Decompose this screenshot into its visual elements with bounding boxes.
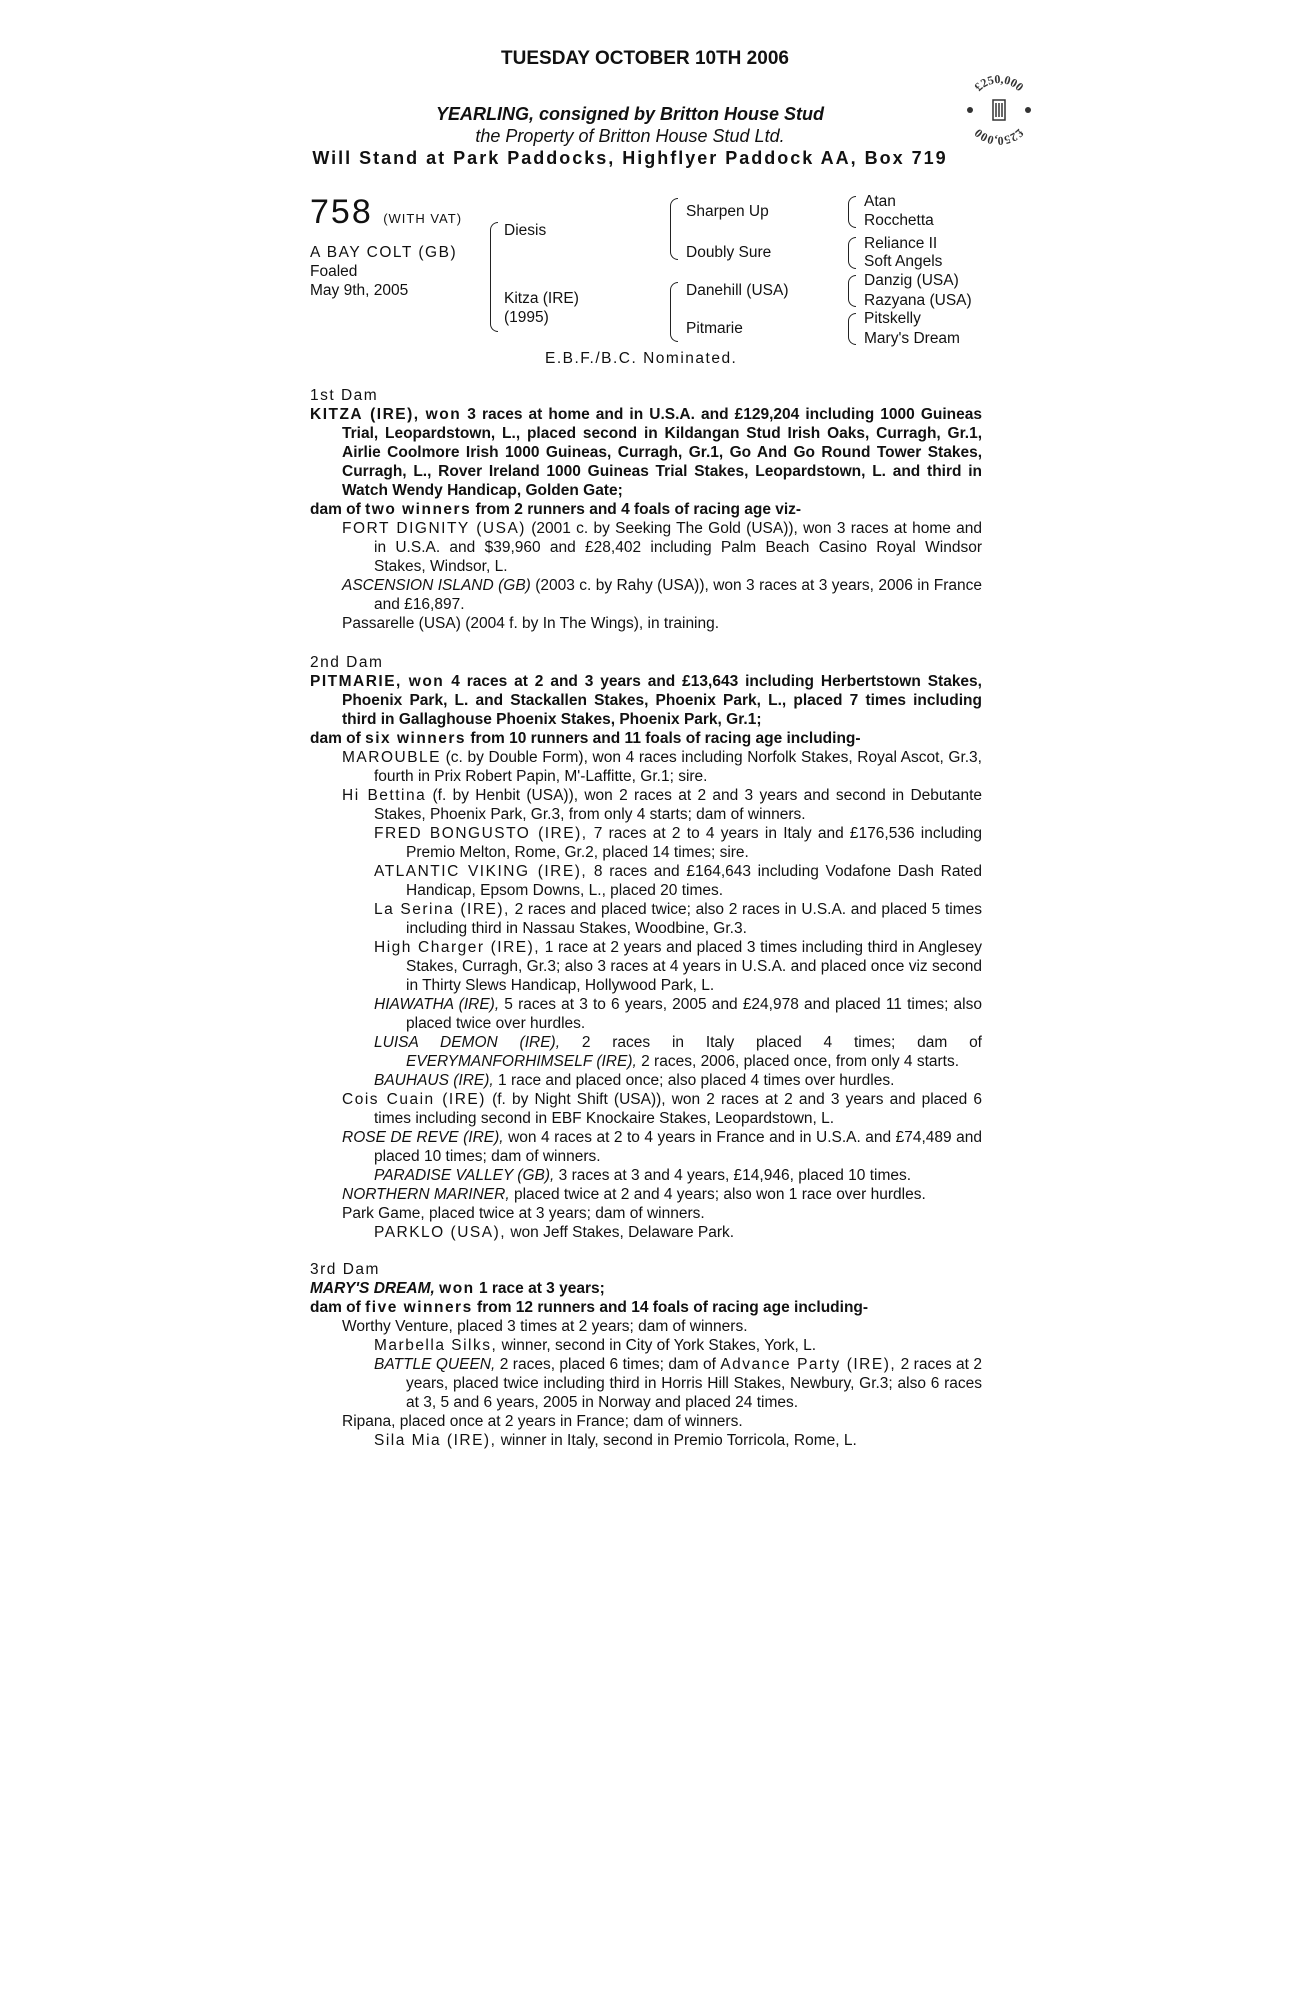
third-dam-heading: 3rd Dam (310, 1261, 380, 1278)
property-line: the Property of Britton House Stud Ltd. (475, 126, 785, 146)
sale-date: TUESDAY OCTOBER 10TH 2006 (501, 48, 789, 69)
first-dam-section: 1st Dam KITZA (IRE), won 3 races at home and in U.S.A. and £129,204 including 1000 Guineas Trial, Leopardstown, L., placed second in Kildangan Stud Irish Oaks, Curragh, Gr.1, Airlie Coolmore Irish 1000 Guineas, Curragh, Gr.1, Go And Go Round Tower Stakes, Curragh, L., Rover Ireland 1000 Guineas Trial Stakes, Leopardstown, L. and third in Watch Wendy Handicap, Golden Gate; dam of two winners from 2 runners and 4 foals of racing age viz- FORT DIGNITY (USA) (2001 c. by Seeking The Gold (USA)), won 3 races at home and in U.S.A. and $39,960 and £28,402 including Palm Beach Casino Royal Windsor Stakes, Windsor, L. ASCENSION ISLAND (GB) (2003 c. by Rahy (USA)), won 3 races at 3 years, 2006 in France and £16,897. Passarelle (USA) (2004 f. by In The Wings), in training. (310, 387, 983, 632)
list-item: BAUHAUS (IRE), 1 race and placed once; also placed 4 times over hurdles. (374, 1072, 895, 1089)
pedigree-brace-2 (848, 237, 856, 269)
stand-line: Will Stand at Park Paddocks, Highflyer Paddock AA, Box 719 (312, 148, 948, 168)
lot-name: A BAY COLT (GB) (310, 244, 458, 261)
list-item: PARKLO (USA), won Jeff Stakes, Delaware Park. (374, 1224, 735, 1241)
list-item: Marbella Silks, winner, second in City of York Stakes, York, L. (374, 1337, 817, 1354)
pedigree-brace-main (490, 222, 498, 332)
list-item: ATLANTIC VIKING (IRE), 8 races and £164,643 including Vodafone Dash Rated Handicap, Epsom Downs, L., placed 20 times. (374, 863, 982, 899)
pedigree-sss: Atan (864, 193, 896, 210)
pedigree-sd: Doubly Sure (686, 244, 772, 261)
pedigree-ddd: Mary's Dream (864, 330, 960, 347)
second-dam-section: 2nd Dam PITMARIE, won 4 races at 2 and 3 years and £13,643 including Herbertstown Stakes, Phoenix Park, L. and Stackallen Stakes, Phoenix Park, L., placed 7 times including third in Gallaghouse Phoenix Stakes, Phoenix Park, Gr.1; dam of six winners from 10 runners and 11 foals of racing age including- MAROUBLE (c. by Double Form), won 4 races including Norfolk Stakes, Royal Ascot, Gr.3, fourth in Prix Robert Papin, M'-Laffitte, Gr.1; sire. Hi Bettina (f. by Henbit (USA)), won 2 races at 2 and 3 years and second in Debutante Stakes, Phoenix Park, Gr.3, from only 4 starts; dam of winners. FRED BONGUSTO (IRE), 7 races at 2 to 4 years in Italy and £176,536 including Premio Melton, Rome, Gr.2, placed 14 times; sire. ATLANTIC VIKING (IRE), 8 races and £164,643 including Vodafone Dash Rated Handicap, Epsom Downs, L., placed 20 times. La Serina (IRE), 2 races and placed twice; also 2 races in U.S.A. and placed 5 times including third in Nassau Stakes, Woodbine, Gr.3. High Charger (IRE), 1 race at 2 years and placed 3 times including third in Anglesey Stakes, Curragh, Gr.3; also 3 races at 4 years in U.S.A. and placed once viz second in Thirty Slews Handicap, Hollywood Park, L. HIAWATHA (IRE), 5 races at 3 to 6 years, 2005 and £24,978 and placed 11 times; also placed twice over hurdles. LUISA DEMON (IRE), 2 races in Italy placed 4 times; dam of EVERYMANFORHIMSELF (IRE), 2 races, 2006, placed once, from only 4 starts. BAUHAUS (IRE), 1 race and placed once; also placed 4 times over hurdles. Cois Cuain (IRE) (f. by Night Shift (USA)), won 2 races at 2 and 3 years and placed 6 times including second in EBF Knockaire Stakes, Leopardstown, L. ROSE DE REVE (IRE), won 4 races at 2 to 4 years in France and in U.S.A. and £74,489 and placed 10 times; dam of winners. PARADISE VALLEY (GB), 3 races at 3 and 4 years, £14,946, placed 10 times. NORTHERN MARINER, placed twice at 2 and 4 years; also won 1 race over hurdles. Park Game, placed twice at 3 years; dam of winners. PARKLO (USA), won Jeff Stakes, Delaware Park. (310, 654, 983, 1241)
pedigree-brace-3 (848, 275, 856, 307)
pedigree-dam-year: (1995) (504, 309, 549, 326)
second-dam-winners: six winners (365, 730, 467, 747)
first-dam-winners: two winners (365, 501, 472, 518)
second-dam-heading: 2nd Dam (310, 654, 384, 671)
first-dam-heading: 1st Dam (310, 387, 379, 404)
pedigree-dss: Danzig (USA) (864, 272, 959, 289)
pedigree-dd: Pitmarie (686, 320, 743, 337)
svg-text:£250,000 (972, 72, 1027, 94)
second-dam-name: PITMARIE, (310, 673, 402, 690)
pedigree-ss: Sharpen Up (686, 203, 769, 220)
list-item: Passarelle (USA) (2004 f. by In The Wings), in training. (342, 615, 720, 632)
pedigree-brace-dam (670, 282, 678, 342)
seal-text-bottom: £250,000 (971, 125, 1027, 148)
list-item: MAROUBLE (c. by Double Form), won 4 races including Norfolk Stakes, Royal Ascot, Gr.3, fourth in Prix Robert Papin, M'-Laffitte, Gr.1; sire. (342, 749, 982, 785)
list-item: HIAWATHA (IRE), 5 races at 3 to 6 years, 2005 and £24,978 and placed 11 times; also placed twice over hurdles. (374, 996, 982, 1032)
third-dam-winners: five winners (365, 1299, 473, 1316)
list-item: FRED BONGUSTO (IRE), 7 races at 2 to 4 years in Italy and £176,536 including Premio Melton, Rome, Gr.2, placed 14 times; sire. (374, 825, 982, 861)
list-item: Ripana, placed once at 2 years in France; dam of winners. (342, 1413, 743, 1430)
list-item: ROSE DE REVE (IRE), won 4 races at 2 to 4 years in France and in U.S.A. and £74,489 and placed 10 times; dam of winners. (342, 1129, 982, 1165)
pedigree-dsd: Razyana (USA) (864, 292, 972, 309)
pedigree-sire: Diesis (504, 222, 547, 239)
seal-text-top: £250,000 (971, 71, 1027, 95)
third-dam-name: MARY'S DREAM, (310, 1280, 435, 1297)
lot-number: 758 (310, 193, 373, 231)
pedigree-ssd: Rocchetta (864, 212, 934, 229)
foaled-label: Foaled (310, 263, 358, 280)
pedigree-sds: Reliance II (864, 235, 938, 252)
list-item: NORTHERN MARINER, placed twice at 2 and 4 years; also won 1 race over hurdles. (342, 1186, 926, 1203)
list-item: FORT DIGNITY (USA) (2001 c. by Seeking The Gold (USA)), won 3 races at home and in U.S.A. and $39,960 and £28,402 including Palm Beach Casino Royal Windsor Stakes, Windsor, L. (342, 520, 983, 575)
pedigree-ds: Danehill (USA) (686, 282, 789, 299)
list-item: PARADISE VALLEY (GB), 3 races at 3 and 4 years, £14,946, placed 10 times. (374, 1167, 912, 1184)
third-dam-record: 1 race at 3 years; (478, 1280, 605, 1297)
pedigree-brace-sire (670, 198, 678, 260)
second-dam-record: 4 races at 2 and 3 years and £13,643 including Herbertstown Stakes, Phoenix Park, L. and Stackallen Stakes, Phoenix Park, L., placed 7 times including third in Gallaghouse Phoenix Stakes, Phoenix Park, Gr.1; (342, 673, 982, 728)
list-item: ASCENSION ISLAND (GB) (2003 c. by Rahy (USA)), won 3 races at 3 years, 2006 in France and £16,897. (342, 577, 982, 613)
price-seal (960, 70, 1038, 148)
list-item: Cois Cuain (IRE) (f. by Night Shift (USA)), won 2 races at 2 and 3 years and placed 6 times including second in EBF Knockaire Stakes, Leopardstown, L. (342, 1091, 983, 1127)
first-dam-name: KITZA (IRE), (310, 406, 420, 423)
list-item: High Charger (IRE), 1 race at 2 years and placed 3 times including third in Anglesey Stakes, Curragh, Gr.3; also 3 races at 4 years in U.S.A. and placed once viz second in Thirty Slews Handicap, Hollywood Park, L. (374, 939, 982, 994)
nomination: E.B.F./B.C. Nominated. (545, 350, 738, 367)
first-dam-record: 3 races at home and in U.S.A. and £129,204 including 1000 Guineas Trial, Leopardstown, L., placed second in Kildangan Stud Irish Oaks, Curragh, Gr.1, Airlie Coolmore Irish 1000 Guineas, Curragh, Gr.1, Go And Go Round Tower Stakes, Curragh, L., Rover Ireland 1000 Guineas Trial Stakes, Leopardstown, L. and third in Watch Wendy Handicap, Golden Gate; (342, 406, 982, 499)
list-item: Hi Bettina (f. by Henbit (USA)), won 2 races at 2 and 3 years and second in Debutante Stakes, Phoenix Park, Gr.3, from only 4 starts; dam of winners. (342, 787, 983, 823)
list-item: EVERYMANFORHIMSELF (IRE), 2 races, 2006, placed once, from only 4 starts. (406, 1053, 960, 1070)
pedigree-brace-4 (848, 313, 856, 345)
list-item: Worthy Venture, placed 3 times at 2 years; dam of winners. (342, 1318, 748, 1335)
list-item: La Serina (IRE), 2 races and placed twice; also 2 races in U.S.A. and placed 5 times including third in Nassau Stakes, Woodbine, Gr.3. (374, 901, 982, 937)
pedigree-dds: Pitskelly (864, 310, 921, 327)
pedigree-dam: Kitza (IRE) (504, 290, 579, 307)
list-item: LUISA DEMON (IRE), 2 races in Italy placed 4 times; dam of (374, 1034, 982, 1051)
consignor-title: YEARLING, consigned by Britton House Stud (435, 104, 824, 124)
pedigree-brace-1 (848, 196, 856, 228)
third-dam-section: 3rd Dam MARY'S DREAM, won 1 race at 3 years; dam of five winners from 12 runners and 14 foals of racing age including- Worthy Venture, placed 3 times at 2 years; dam of winners. Marbella Silks, winner, second in City of York Stakes, York, L. BATTLE QUEEN, 2 races, placed 6 times; dam of Advance Party (IRE), 2 races at 2 years, placed twice including third in Horris Hill Stakes, Newbury, Gr.3; also 6 races at 3, 5 and 6 years, 2005 in Norway and placed 24 times. Ripana, placed once at 2 years in France; dam of winners. Sila Mia (IRE), winner in Italy, second in Premio Torricola, Rome, L. (310, 1261, 982, 1449)
list-item: Sila Mia (IRE), winner in Italy, second in Premio Torricola, Rome, L. (374, 1432, 857, 1449)
foaled-date: May 9th, 2005 (310, 282, 409, 299)
list-item: Park Game, placed twice at 3 years; dam of winners. (342, 1205, 705, 1222)
svg-text:£250,000 (972, 126, 1027, 148)
pedigree-sdd: Soft Angels (864, 253, 943, 270)
vat-note: (WITH VAT) (383, 211, 463, 226)
lot-number-block (310, 193, 462, 232)
list-item: BATTLE QUEEN, 2 races, placed 6 times; dam of Advance Party (IRE), 2 races at 2 years, placed twice including third in Horris Hill Stakes, Newbury, Gr.3; also 6 races at 3, 5 and 6 years, 2005 in Norway and placed 24 times. (374, 1356, 982, 1411)
